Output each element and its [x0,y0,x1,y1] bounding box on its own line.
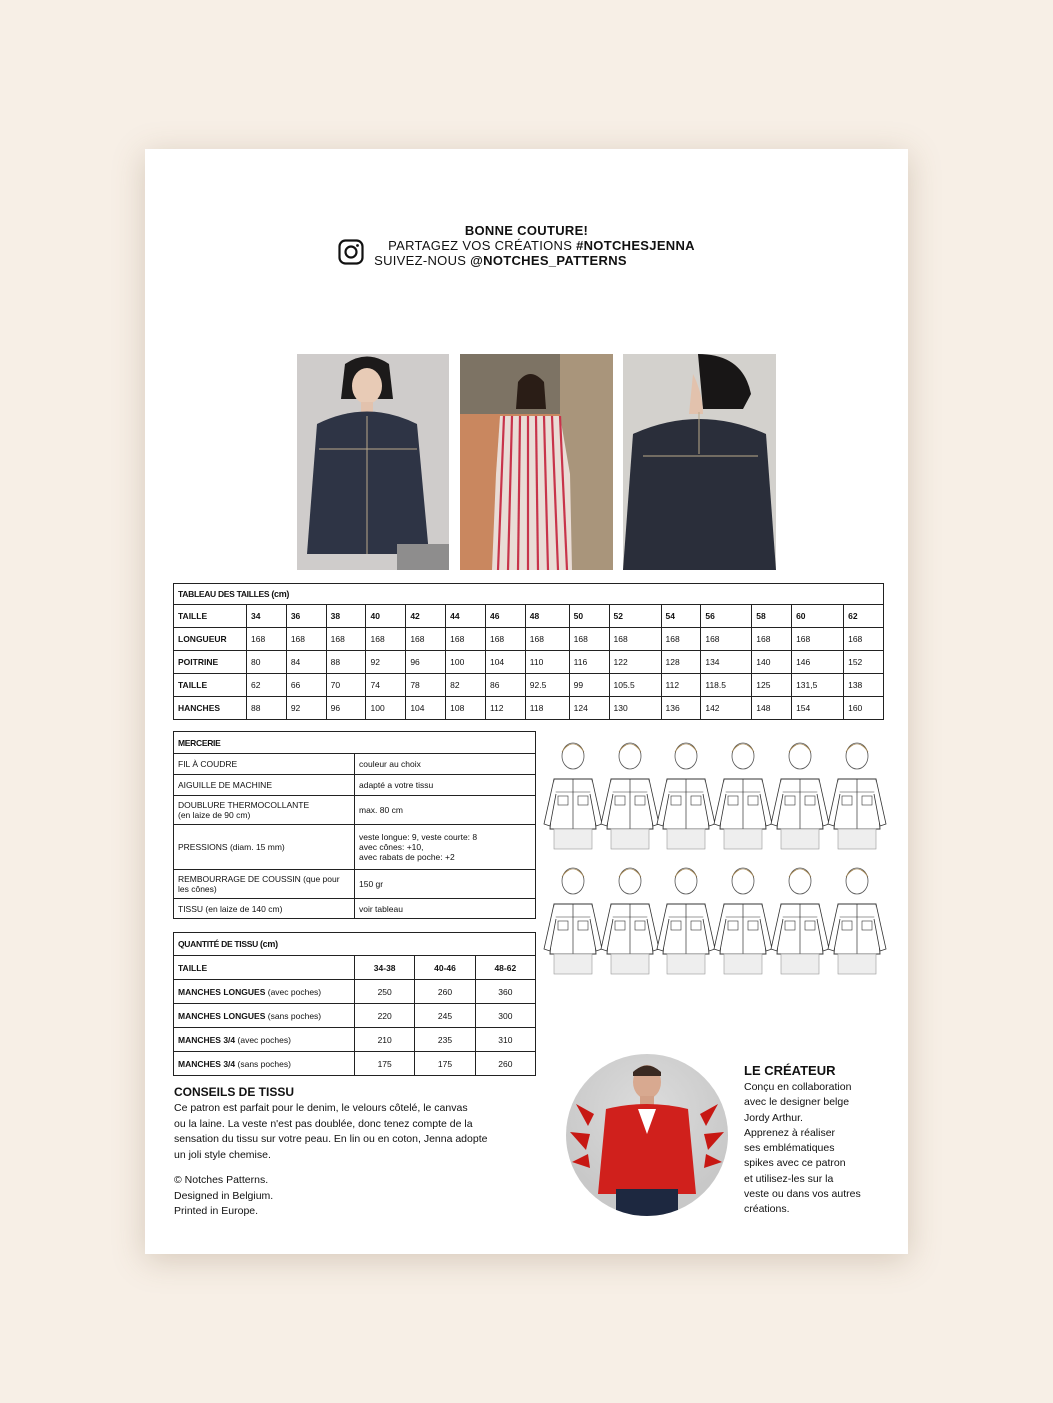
copyright-footer: © Notches Patterns. Designed in Belgium. Printed in Europe. [174,1174,274,1217]
fabric-title: QUANTITÉ DE TISSU (cm) [174,933,536,956]
mercerie-row: DOUBLURE THERMOCOLLANTE (en laize de 90 cm) max. 80 cm [174,796,536,825]
photo-denim-jacket-front [297,354,449,570]
header-follow: SUIVEZ-NOUS @NOTCHES_PATTERNS [374,253,627,268]
mercerie-title: MERCERIE [174,732,536,754]
mercerie-row: REMBOURRAGE DE COUSSIN (que pour les cônes) 150 gr [174,870,536,899]
fabric-row: MANCHES 3/4 (sans poches) 175 175 260 [174,1052,536,1076]
creator-text: Conçu en collaboration avec le designer belge Jordy Arthur. Apprenez à réaliser ses emblématiques spikes avec ce patron et utilisez-les sur la veste ou dans vos autres créations. [744,1081,861,1216]
header-share: PARTAGEZ VOS CRÉATIONS #NOTCHESJENNA [388,238,695,253]
advice-text: Ce patron est parfait pour le denim, le velours côtelé, le canvas ou la laine. La veste n'est pas doublée, donc tenez compte de la sensation du tissu sur votre peau. En lin ou en coton, Jenna adopte un joli style chemise. [174,1102,488,1161]
fabric-row: MANCHES 3/4 (avec poches) 210 235 310 [174,1028,536,1052]
header [145,223,908,268]
photo-denim-jacket-back [623,354,776,570]
instagram-handle: @NOTCHES_PATTERNS [470,253,627,268]
size-row-taille: TAILLE 62 66 70 74 78 82 86 92.5 99 105.5 112 118.5 125 131,5 138 [174,674,884,697]
size-header-row: TAILLE 34 36 38 40 42 44 46 48 50 52 54 56 58 60 62 [174,605,884,628]
photo-striped-jacket [460,354,613,570]
technical-sketches [543,734,888,979]
fabric-row: MANCHES LONGUES (sans poches) 220 245 300 [174,1004,536,1028]
size-table-title: TABLEAU DES TAILLES (cm) [174,584,884,605]
size-row-poitrine: POITRINE 80 84 88 92 96 100 104 110 116 122 128 134 140 146 152 [174,651,884,674]
fabric-row: MANCHES LONGUES (avec poches) 250 260 360 [174,980,536,1004]
mercerie-row: AIGUILLE DE MACHINE adapté a votre tissu [174,775,536,796]
size-row-longueur: LONGUEUR 168 168 168 168 168 168 168 168 168 168 168 168 168 168 168 [174,628,884,651]
header-greeting: BONNE COUTURE! [464,223,589,238]
advice-title: CONSEILS DE TISSU [174,1085,295,1099]
hashtag: #NOTCHESJENNA [576,238,695,253]
size-table [173,583,884,720]
mercerie-row: FIL À COUDRE couleur au choix [174,754,536,775]
pattern-sheet [145,149,908,1254]
creator-photo [566,1054,728,1216]
mercerie-table [173,731,536,919]
creator-title: LE CRÉATEUR [744,1063,836,1078]
mercerie-row: TISSU (en laize de 140 cm) voir tableau [174,899,536,919]
fabric-table [173,932,536,1076]
mercerie-row: PRESSIONS (diam. 15 mm) veste longue: 9, veste courte: 8 avec cônes: +10, avec rabats de poche: +2 [174,825,536,870]
size-row-hanches: HANCHES 88 92 96 100 104 108 112 118 124 130 136 142 148 154 160 [174,697,884,720]
fabric-header-row: TAILLE 34-38 40-46 48-62 [174,956,536,980]
